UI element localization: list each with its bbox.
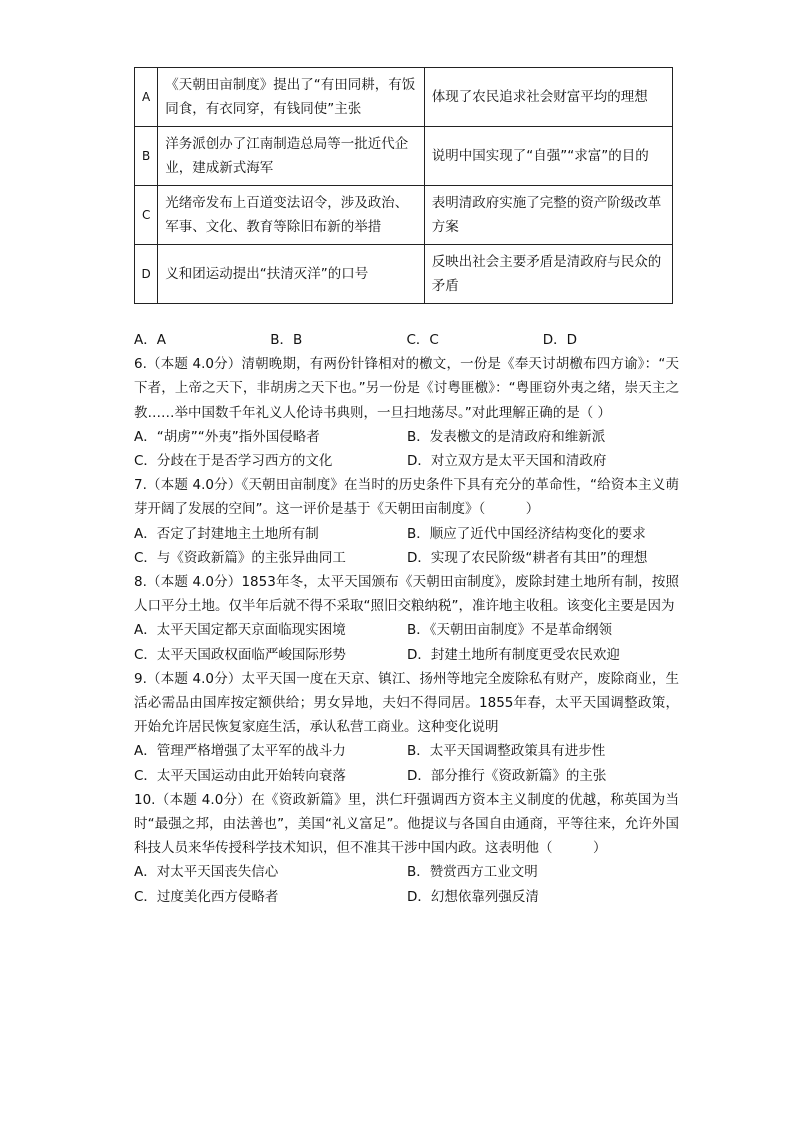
option-b[interactable]: B．太平天国调整政策具有进步性: [407, 743, 606, 760]
option-b[interactable]: B．顺应了近代中国经济结构变化的要求: [407, 525, 646, 542]
row-key: B: [135, 127, 158, 186]
question-stem: 8.（本题 4.0分）1853年冬，太平天国颁布《天朝田亩制度》，废除封建土地所有制，按照人口平分土地。仅半年后就不得不采取“照旧交粮纳税”，准许地主收租。该变化主要是因为: [134, 574, 679, 615]
row-key: D: [135, 245, 158, 304]
question-10: [134, 788, 679, 909]
question-8: [134, 570, 679, 667]
table-row: [135, 68, 673, 127]
option-c[interactable]: C．与《资政新篇》的主张异曲同工: [134, 549, 346, 566]
option-d[interactable]: D．D: [542, 332, 578, 348]
row-event: 洋务派创办了江南制造总局等一批近代企业，建成新式海军: [158, 127, 424, 186]
option-c[interactable]: C．过度美化西方侵略者: [134, 888, 279, 905]
option-d[interactable]: D．实现了农民阶级“耕者有其田”的理想: [407, 549, 648, 566]
option-c[interactable]: C．太平天国运动由此开始转向衰落: [134, 767, 346, 784]
option-row: [134, 739, 679, 763]
row-key: C: [135, 186, 158, 245]
option-row: [134, 449, 679, 473]
option-b[interactable]: B．《天朝田亩制度》不是革命纲领: [407, 622, 613, 639]
row-event: 光绪帝发布上百道变法诏令，涉及政治、军事、文化、教育等除旧布新的举措: [158, 186, 424, 245]
option-row: [134, 860, 679, 884]
option-d[interactable]: D．对立双方是太平天国和清政府: [407, 453, 607, 469]
question-stem: 6.（本题 4.0分）清朝晚期，有两份针锋相对的檄文，一份是《奉天讨胡檄布四方谕》：“天下者，上帝之天下，非胡虏之天下也。”另一份是《讨粤匪檄》：“粤匪窃外夷之绪，崇天主之教……举中国数千年礼义人伦诗书典则，一旦扫地荡尽。”对此理解正确的是（ ）: [134, 356, 679, 421]
question-stem: 7.（本题 4.0分）《天朝田亩制度》在当时的历史条件下具有充分的革命性，“给资本主义萌芽开阔了发展的空间”。这一评价是基于《天朝田亩制度》（ ）: [134, 477, 679, 518]
row-conclusion: 反映出社会主要矛盾是清政府与民众的矛盾: [424, 245, 672, 304]
option-row: [134, 425, 679, 449]
question-stem: 10.（本题 4.0分）在《资政新篇》里，洪仁玕强调西方资本主义制度的优越，称英国为当时“最强之邦，由法善也”，美国“礼义富足”。他提议与各国自由通商，平等往来，允许外国科技人员来华传授科学技术知识，但不准其干涉中国内政。这表明他（ ）: [134, 791, 679, 857]
table-row: [135, 245, 673, 304]
option-d[interactable]: D．幻想依靠列强反清: [407, 888, 539, 905]
row-event: 《天朝田亩制度》提出了“有田同耕，有饭同食，有衣同穿，有钱同使”主张: [158, 68, 424, 127]
option-c[interactable]: C．分歧在于是否学习西方的文化: [134, 453, 333, 469]
row-conclusion: 说明中国实现了“自强”“求富”的目的: [424, 127, 672, 186]
row-conclusion: 体现了农民追求社会财富平均的理想: [424, 68, 672, 127]
option-b[interactable]: B．赞赏西方工业文明: [407, 864, 538, 881]
option-d[interactable]: D．部分推行《资政新篇》的主张: [407, 767, 607, 784]
option-d[interactable]: D．封建土地所有制度更受农民欢迎: [407, 646, 620, 663]
option-row: [134, 643, 679, 667]
option-row: [134, 522, 679, 546]
table-row: [135, 186, 673, 245]
q5-options: [134, 328, 679, 352]
option-row: [134, 618, 679, 642]
table-row: [135, 127, 673, 186]
option-a[interactable]: A．“胡虏”“外夷”指外国侵略者: [134, 428, 320, 445]
option-a[interactable]: A．太平天国定都天京面临现实困境: [134, 622, 346, 639]
option-b[interactable]: B．发表檄文的是清政府和维新派: [407, 428, 606, 445]
question-7: [134, 473, 679, 570]
row-key: A: [135, 68, 158, 127]
option-row: [134, 764, 679, 788]
question-9: [134, 667, 679, 788]
q5-option-table: [134, 67, 673, 304]
row-event: 义和团运动提出“扶清灭洋”的口号: [158, 245, 424, 304]
option-row: [134, 885, 679, 909]
option-a[interactable]: A．A: [134, 332, 166, 348]
option-a[interactable]: A．否定了封建地主土地所有制: [134, 525, 319, 542]
question-list: [134, 328, 679, 909]
option-a[interactable]: A．管理严格增强了太平军的战斗力: [134, 743, 346, 760]
row-conclusion: 表明清政府实施了完整的资产阶级改革方案: [424, 186, 672, 245]
option-b[interactable]: B．B: [270, 332, 303, 348]
question-6: [134, 352, 679, 473]
option-c[interactable]: C．C: [406, 332, 439, 348]
option-c[interactable]: C．太平天国政权面临严峻国际形势: [134, 646, 346, 663]
option-a[interactable]: A．对太平天国丧失信心: [134, 864, 279, 881]
question-stem: 9.（本题 4.0分）太平天国一度在天京、镇江、扬州等地完全废除私有财产，废除商业，生活必需品由国库按定额供给；男女异地，夫妇不得同居。1855年春，太平天国调整政策，开始允许居民恢复家庭生活，承认私营工商业。这种变化说明: [134, 670, 679, 736]
option-row: [134, 546, 679, 570]
